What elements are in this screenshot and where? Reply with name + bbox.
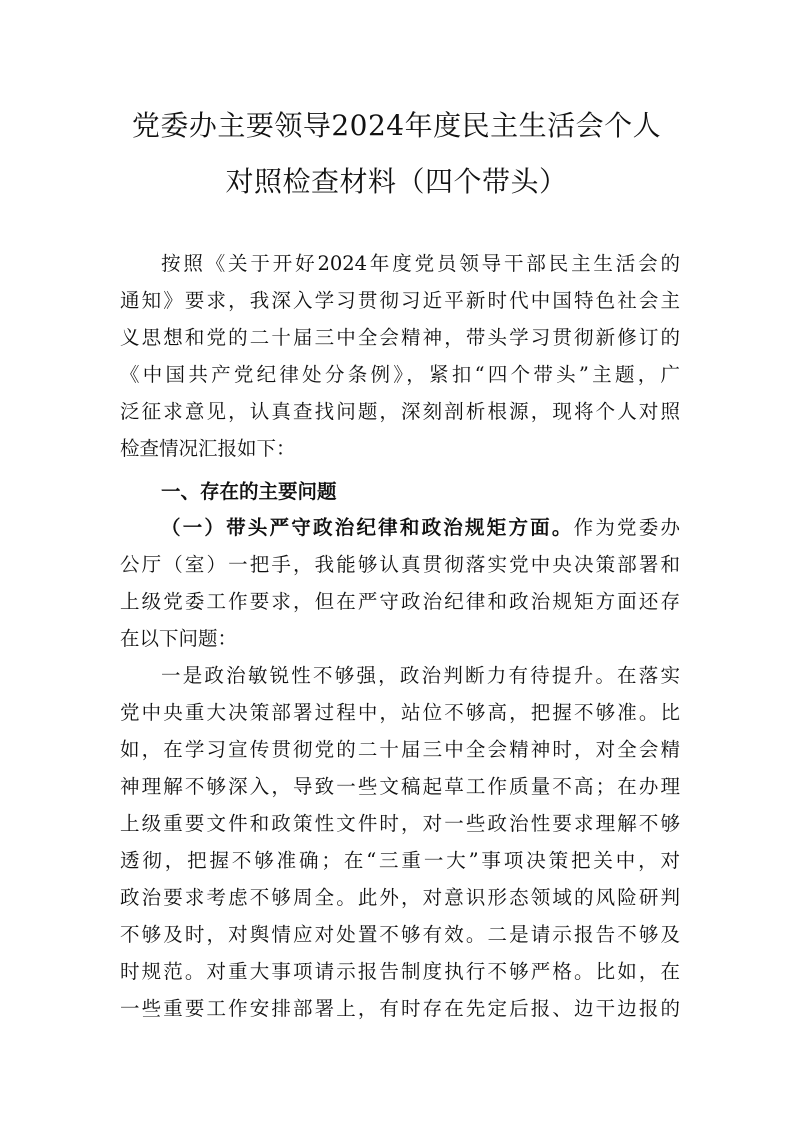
text-line: 如，在学习宣传贯彻党的二十届三中全会精神时，对全会精	[120, 738, 680, 761]
text-line	[120, 509, 680, 546]
text-line: 一是政治敏锐性不够强，政治判断力有待提升。在落实	[161, 664, 680, 687]
text-line: 时规范。对重大事项请示报告制度执行不够严格。比如，在	[120, 960, 680, 983]
text-line: 通知》要求，我深入学习贯彻习近平新时代中国特色社会主	[120, 289, 680, 312]
text-line: 在以下问题：	[120, 627, 238, 650]
text-line: 一些重要工作安排部署上，有时存在先定后报、边干边报的	[120, 997, 680, 1020]
document-title-line-1: 党委办主要领导2024年度民主生活会个人	[131, 109, 662, 142]
text-line: 公厅（室）一把手，我能够认真贯彻落实党中央决策部署和	[120, 553, 680, 576]
document-title-line-2: 对照检查材料（四个带头）	[225, 165, 568, 198]
text-line: 不够及时，对舆情应对处置不够有效。二是请示报告不够及	[120, 923, 680, 946]
text-line: 党中央重大决策部署过程中，站位不够高，把握不够准。比	[120, 701, 680, 724]
text-line: 神理解不够深入，导致一些文稿起草工作质量不高；在办理	[120, 775, 680, 798]
intro-paragraph	[120, 245, 680, 467]
subsection-heading: （一）带头严守政治纪律和政治规矩方面。	[161, 516, 574, 539]
text-fragment: 作为党委办	[573, 516, 680, 539]
text-line: 泛征求意见，认真查找问题，深刻剖析根源，现将个人对照	[120, 400, 680, 423]
text-line: 《中国共产党纪律处分条例》，紧扣“四个带头”主题，广	[120, 363, 680, 386]
text-line: 上级党委工作要求，但在严守政治纪律和政治规矩方面还存	[120, 590, 680, 613]
text-line: 政治要求考虑不够周全。此外，对意识形态领域的风险研判	[120, 886, 680, 909]
subsection-paragraph	[120, 509, 680, 657]
text-line: 检查情况汇报如下：	[120, 437, 296, 460]
problem-paragraph	[120, 657, 680, 1027]
text-line: 义思想和党的二十届三中全会精神，带头学习贯彻新修订的	[120, 326, 680, 349]
text-line: 上级重要文件和政策性文件时，对一些政治性要求理解不够	[120, 812, 680, 835]
text-line: 按照《关于开好2024年度党员领导干部民主生活会的	[161, 252, 680, 275]
text-line: 透彻，把握不够准确；在“三重一大”事项决策把关中，对	[120, 849, 680, 872]
section-heading: 一、存在的主要问题	[161, 480, 337, 503]
